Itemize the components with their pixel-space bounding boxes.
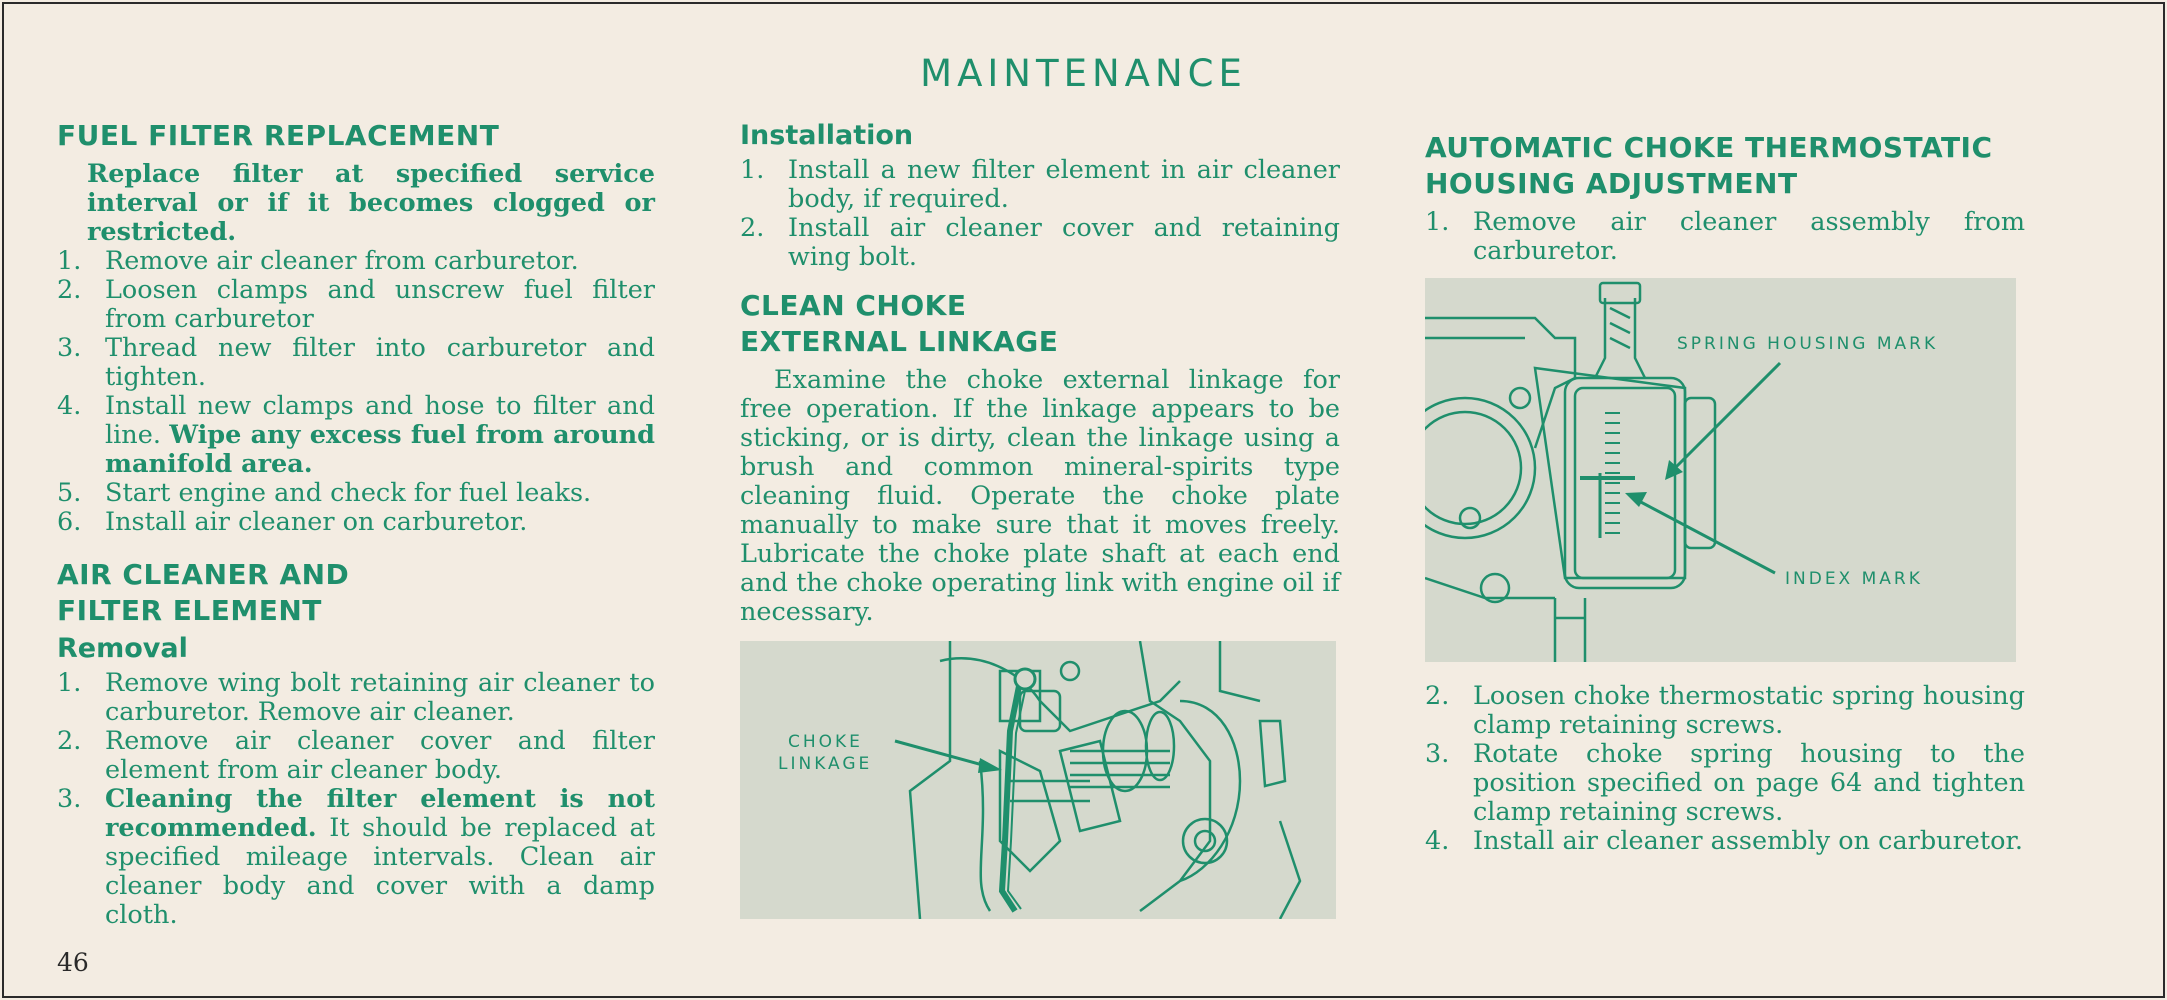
step-number: 5. [57, 478, 82, 508]
carburetor-illustration [740, 641, 1336, 919]
step-text: Loosen clamps and unscrew fuel filter from carburetor [105, 275, 655, 334]
step-number: 2. [57, 275, 82, 305]
list-item [57, 669, 655, 727]
fuel-filter-steps [57, 247, 655, 537]
removal-subheading: Removal [57, 633, 188, 664]
choke-thermostat-figure [1425, 278, 2016, 662]
page-number: 46 [57, 948, 89, 977]
installation-steps [740, 156, 1340, 272]
choke-linkage-heading-1: CLEAN CHOKE [740, 289, 967, 322]
step-number: 1. [57, 668, 82, 698]
list-item [57, 727, 655, 785]
step-number: 2. [57, 726, 82, 756]
column-left [57, 118, 655, 930]
list-item [57, 479, 655, 508]
list-item [57, 508, 655, 537]
choke-label-line2: LINKAGE [778, 754, 873, 774]
list-item [57, 276, 655, 334]
step-number: 4. [1425, 826, 1450, 856]
step-text: Remove air cleaner assembly from carburetor. [1473, 207, 2025, 266]
choke-thermostat-step1 [1425, 208, 2025, 266]
step-number: 2. [1425, 681, 1450, 711]
step-text-plain: Install new clamps and hose to filter and line. [105, 391, 655, 450]
step-text: Thread new filter into carburetor and tighten. [105, 333, 655, 392]
page-title: MAINTENANCE [920, 52, 1247, 95]
fuel-filter-heading: FUEL FILTER REPLACEMENT [57, 119, 500, 152]
step-text-bold: Wipe any excess fuel from around manifold area. [105, 420, 655, 479]
choke-linkage-heading-2: EXTERNAL LINKAGE [740, 325, 1059, 358]
list-item [1425, 740, 2025, 827]
list-item [57, 392, 655, 479]
step-text: Remove air cleaner cover and filter element from air cleaner body. [105, 726, 655, 785]
list-item [1425, 827, 2025, 856]
step-text: Start engine and check for fuel leaks. [105, 478, 592, 508]
step-number: 3. [1425, 739, 1450, 769]
list-item [1425, 208, 2025, 266]
step-number: 6. [57, 507, 82, 537]
step-text: Remove air cleaner from carburetor. [105, 246, 579, 276]
choke-thermostat-heading-2: HOUSING ADJUSTMENT [1425, 167, 1798, 200]
list-item [57, 247, 655, 276]
step-number: 4. [57, 391, 82, 421]
step-text-plain: It should be replaced at specified mileage intervals. Clean air cleaner body and cover with a damp cloth. [105, 813, 656, 930]
column-right [1425, 118, 2025, 856]
choke-thermostat-heading-1: AUTOMATIC CHOKE THERMOSTATIC [1425, 131, 1993, 164]
column-middle [740, 118, 1340, 919]
step-text: Rotate choke spring housing to the position specified on page 64 and tighten clamp retaining screws. [1473, 739, 2025, 827]
step-text [105, 785, 655, 930]
step-text-bold: Cleaning the filter element is not recommended. [105, 784, 655, 843]
installation-subheading: Installation [740, 120, 914, 151]
list-item [740, 214, 1340, 272]
choke-linkage-paragraph: Examine the choke external linkage for free operation. If the linkage appears to be sticking, or is dirty, clean the linkage using a brush and common mineral-spirits type cleaning fluid. Operate the choke plate manually to make sure that it moves freely. Lubricate the choke plate shaft at each end and the choke operating link with engine oil if necessary. [740, 365, 1340, 627]
choke-thermostat-steps [1425, 682, 2025, 856]
step-text: Install air cleaner assembly on carburetor. [1473, 826, 2023, 856]
step-number: 2. [740, 213, 765, 243]
step-number: 1. [57, 246, 82, 276]
list-item [740, 156, 1340, 214]
removal-steps [57, 669, 655, 930]
step-number: 1. [740, 155, 765, 185]
choke-linkage-figure [740, 641, 1336, 919]
step-text: Install air cleaner on carburetor. [105, 507, 528, 537]
step-number: 1. [1425, 207, 1450, 237]
step-text: Install a new filter element in air cleaner body, if required. [788, 155, 1340, 214]
step-text: Loosen choke thermostatic spring housing clamp retaining screws. [1473, 681, 2025, 740]
list-item [57, 785, 655, 930]
air-cleaner-heading-1: AIR CLEANER AND [57, 558, 350, 591]
choke-label-line1: CHOKE [788, 732, 863, 752]
list-item [57, 334, 655, 392]
air-cleaner-heading-2: FILTER ELEMENT [57, 594, 322, 627]
index-mark-label: INDEX MARK [1785, 569, 1923, 589]
spring-housing-mark-label: SPRING HOUSING MARK [1677, 334, 1939, 354]
list-item [1425, 682, 2025, 740]
step-number: 3. [57, 333, 82, 363]
fuel-filter-intro: Replace filter at specified service interval or if it becomes clogged or restricted. [87, 159, 655, 247]
choke-linkage-label [778, 731, 872, 775]
step-number: 3. [57, 784, 82, 814]
step-text: Remove wing bolt retaining air cleaner to carburetor. Remove air cleaner. [105, 668, 655, 727]
step-text [105, 392, 655, 479]
step-text: Install air cleaner cover and retaining wing bolt. [788, 213, 1340, 272]
